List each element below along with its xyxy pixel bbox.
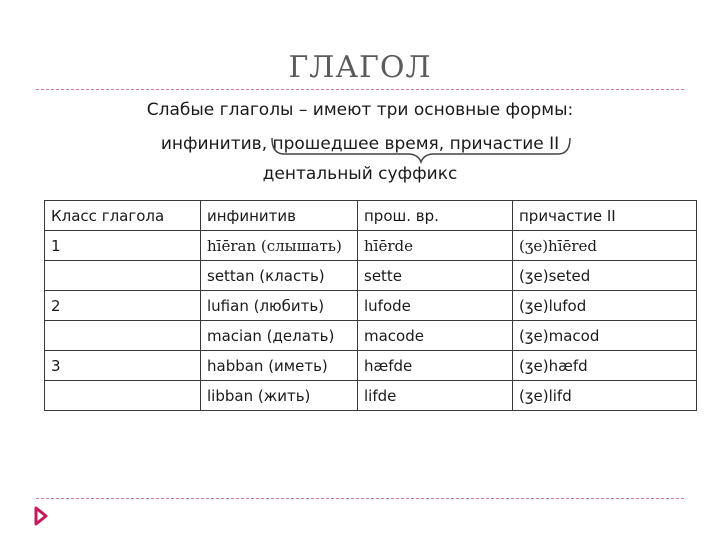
suffix-brace-icon: [268, 136, 574, 166]
bottom-divider: [36, 498, 684, 499]
infinitive-cell: hīēran (слышать): [201, 231, 358, 261]
past-cell: lufode: [358, 291, 513, 321]
participle-cell: (ʒe)seted: [513, 261, 697, 291]
table-row: [45, 291, 697, 321]
infinitive-cell: libban (жить): [201, 381, 358, 411]
past-cell: lifde: [358, 381, 513, 411]
participle-cell: (ʒe)hæfd: [513, 351, 697, 381]
class-cell: 1: [45, 231, 201, 261]
slide-title: ГЛАГОЛ: [288, 50, 432, 85]
subtitle-text: Слабые глаголы – имеют три основные формы:: [146, 100, 574, 120]
class-cell: [45, 261, 201, 291]
participle-cell: (ʒe)hīēred: [513, 231, 697, 261]
verb-table: [44, 200, 697, 411]
table-row: [45, 321, 697, 351]
class-cell: [45, 381, 201, 411]
infinitive-cell: habban (иметь): [201, 351, 358, 381]
infinitive-cell: macian (делать): [201, 321, 358, 351]
table-row: [45, 351, 697, 381]
participle-cell: (ʒe)lufod: [513, 291, 697, 321]
infinitive-cell: settan (класть): [201, 261, 358, 291]
suffix-note: дентальный суффикс: [262, 164, 458, 184]
top-divider: [36, 89, 684, 90]
class-cell: 2: [45, 291, 201, 321]
participle-cell: (ʒe)macod: [513, 321, 697, 351]
infinitive-cell: lufian (любить): [201, 291, 358, 321]
next-slide-arrow-icon[interactable]: [34, 506, 48, 526]
table-row: [45, 231, 697, 261]
past-cell: hīērde: [358, 231, 513, 261]
class-cell: [45, 321, 201, 351]
table-row: [45, 381, 697, 411]
past-cell: macode: [358, 321, 513, 351]
header-cell: прош. вр.: [358, 201, 513, 231]
class-cell: 3: [45, 351, 201, 381]
header-cell: инфинитив: [201, 201, 358, 231]
participle-cell: (ʒe)lifd: [513, 381, 697, 411]
header-cell: Класс глагола: [45, 201, 201, 231]
header-cell: причастие II: [513, 201, 697, 231]
table-header-row: [45, 201, 697, 231]
past-cell: hæfde: [358, 351, 513, 381]
forms-line: инфинитив, прошедшее время, причастие II: [160, 134, 560, 154]
table-row: [45, 261, 697, 291]
past-cell: sette: [358, 261, 513, 291]
